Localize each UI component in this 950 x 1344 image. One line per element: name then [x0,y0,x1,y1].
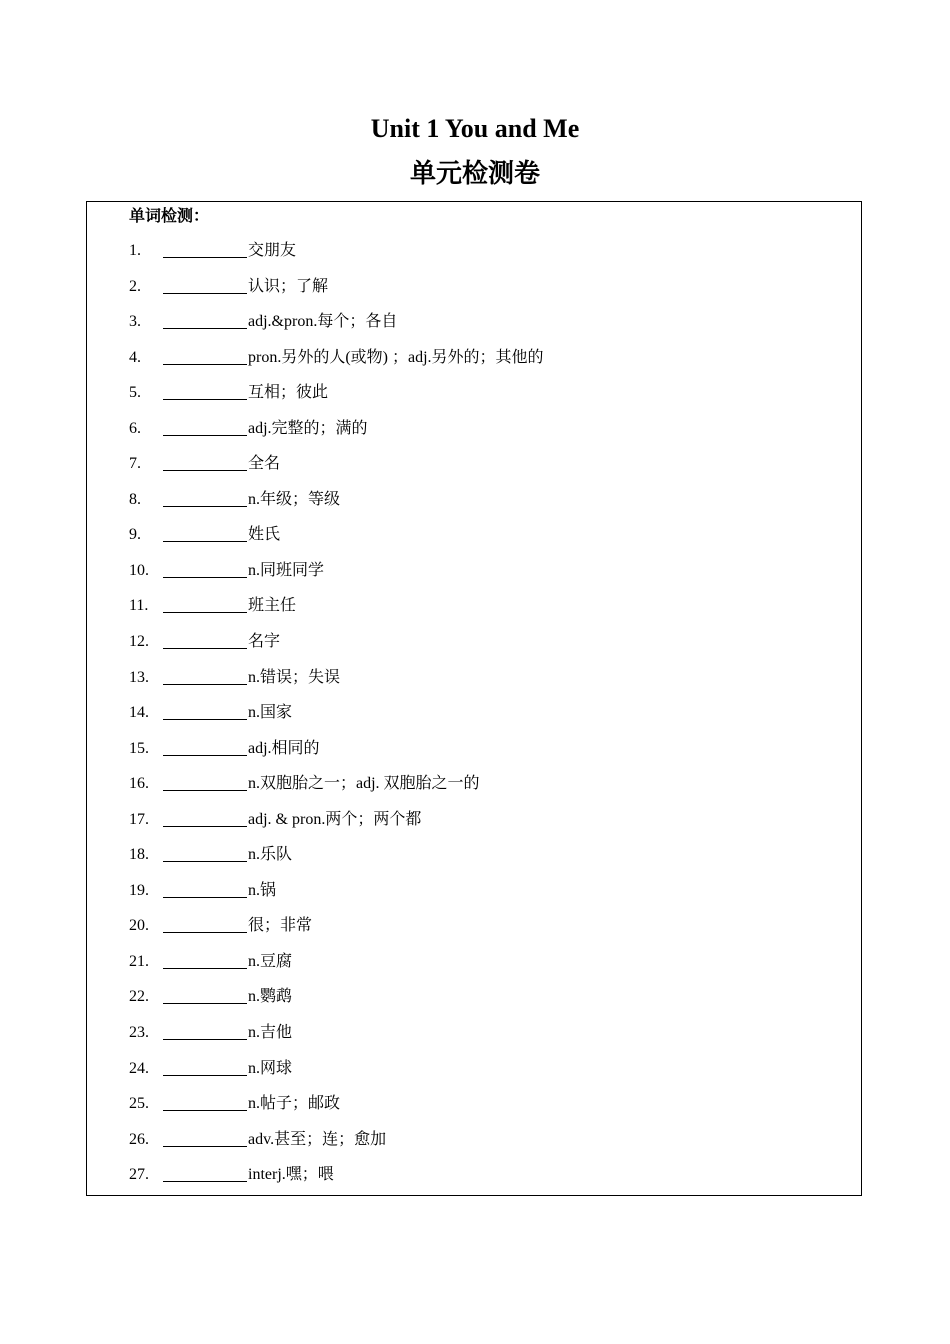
vocab-item [129,1093,544,1129]
vocab-item [129,951,544,987]
item-meaning: n.鹦鹉 [248,988,293,1006]
vocab-item [129,311,544,347]
vocab-item [129,524,544,560]
item-number: 26. [129,1130,149,1148]
answer-blank[interactable] [163,311,247,329]
item-meaning: n.网球 [248,1059,293,1077]
item-number: 22. [129,988,149,1006]
answer-blank[interactable] [163,631,247,649]
item-number: 1. [129,242,141,259]
answer-blank[interactable] [163,667,247,685]
vocab-item [129,1129,544,1165]
item-meaning: n.吉他 [248,1024,293,1042]
item-meaning: n.乐队 [248,846,293,864]
vocab-item [129,418,544,454]
answer-blank[interactable] [163,1164,247,1182]
item-number: 11. [129,597,149,615]
item-number: 19. [129,881,149,899]
answer-blank[interactable] [163,418,247,436]
item-number: 18. [129,846,149,864]
item-number: 15. [129,739,149,757]
vocab-item [129,809,544,845]
item-meaning: n.锅 [248,881,277,899]
vocab-item [129,702,544,738]
item-meaning: 全名 [248,455,281,473]
answer-blank[interactable] [163,1022,247,1040]
vocab-item [129,915,544,951]
vocab-item [129,453,544,489]
vocab-item [129,560,544,596]
item-number: 12. [129,633,149,651]
answer-blank[interactable] [163,240,247,258]
item-meaning: 很；非常 [248,917,313,935]
item-meaning: pron.另外的人(或物) ；adj.另外的；其他的 [248,348,544,366]
vocab-item [129,1058,544,1094]
item-number: 17. [129,810,149,828]
item-meaning: 认识；了解 [248,277,329,295]
item-meaning: adj.&pron.每个；各自 [248,313,398,331]
item-number: 8. [129,490,141,508]
vocab-item [129,773,544,809]
page-subtitle: 单元检测卷 [409,159,540,188]
vocab-item [129,738,544,774]
answer-blank[interactable] [163,453,247,471]
vocab-item [129,631,544,667]
item-meaning: n.年级；等级 [248,490,341,508]
answer-blank[interactable] [163,1129,247,1147]
vocab-item [129,240,544,276]
item-number: 27. [129,1166,149,1184]
answer-blank[interactable] [163,524,247,542]
item-number: 20. [129,917,149,935]
item-number: 10. [129,561,149,579]
item-meaning: n.豆腐 [248,952,293,970]
item-meaning: n.国家 [248,704,293,722]
item-number: 24. [129,1059,149,1077]
item-meaning: n.错误；失误 [248,668,341,686]
item-meaning: adj.完整的；满的 [248,419,368,437]
item-meaning: 互相；彼此 [248,384,329,402]
answer-blank[interactable] [163,595,247,613]
item-number: 25. [129,1095,149,1113]
item-meaning: 交朋友 [248,242,297,259]
vocab-item [129,489,544,525]
answer-blank[interactable] [163,738,247,756]
item-meaning: n.双胞胎之一；adj. 双胞胎之一的 [248,775,480,793]
section-label: 单词检测： [129,208,210,225]
item-meaning: adj. & pron.两个；两个都 [248,810,422,828]
answer-blank[interactable] [163,951,247,969]
answer-blank[interactable] [163,702,247,720]
vocab-item [129,986,544,1022]
answer-blank[interactable] [163,986,247,1004]
answer-blank[interactable] [163,382,247,400]
item-number: 4. [129,348,141,366]
item-meaning: 班主任 [248,597,297,615]
item-number: 21. [129,952,149,970]
item-meaning: interj.嘿；喂 [248,1166,334,1184]
answer-blank[interactable] [163,880,247,898]
vocab-item [129,844,544,880]
item-number: 7. [129,455,141,473]
vocab-item [129,382,544,418]
item-meaning: 姓氏 [248,526,281,544]
item-number: 5. [129,384,141,402]
answer-blank[interactable] [163,1093,247,1111]
answer-blank[interactable] [163,276,247,294]
answer-blank[interactable] [163,844,247,862]
item-number: 9. [129,526,141,544]
item-number: 2. [129,277,141,295]
vocabulary-list [129,240,544,1200]
page-title: Unit 1 You and Me [370,114,580,143]
item-number: 23. [129,1024,149,1042]
vocab-item [129,667,544,703]
item-number: 16. [129,775,149,793]
answer-blank[interactable] [163,915,247,933]
vocab-item [129,276,544,312]
answer-blank[interactable] [163,560,247,578]
item-number: 13. [129,668,149,686]
answer-blank[interactable] [163,347,247,365]
vocab-item [129,1164,544,1200]
answer-blank[interactable] [163,809,247,827]
item-number: 14. [129,704,149,722]
item-meaning: adj.相同的 [248,739,320,757]
answer-blank[interactable] [163,773,247,791]
item-number: 6. [129,419,141,437]
item-number: 3. [129,313,141,331]
item-meaning: adv.甚至；连；愈加 [248,1130,387,1148]
answer-blank[interactable] [163,1058,247,1076]
item-meaning: n.帖子；邮政 [248,1095,341,1113]
vocab-item [129,347,544,383]
item-meaning: 名字 [248,633,281,651]
vocab-item [129,595,544,631]
answer-blank[interactable] [163,489,247,507]
vocabulary-box [86,201,862,1196]
vocab-item [129,1022,544,1058]
vocab-item [129,880,544,916]
item-meaning: n.同班同学 [248,561,325,579]
